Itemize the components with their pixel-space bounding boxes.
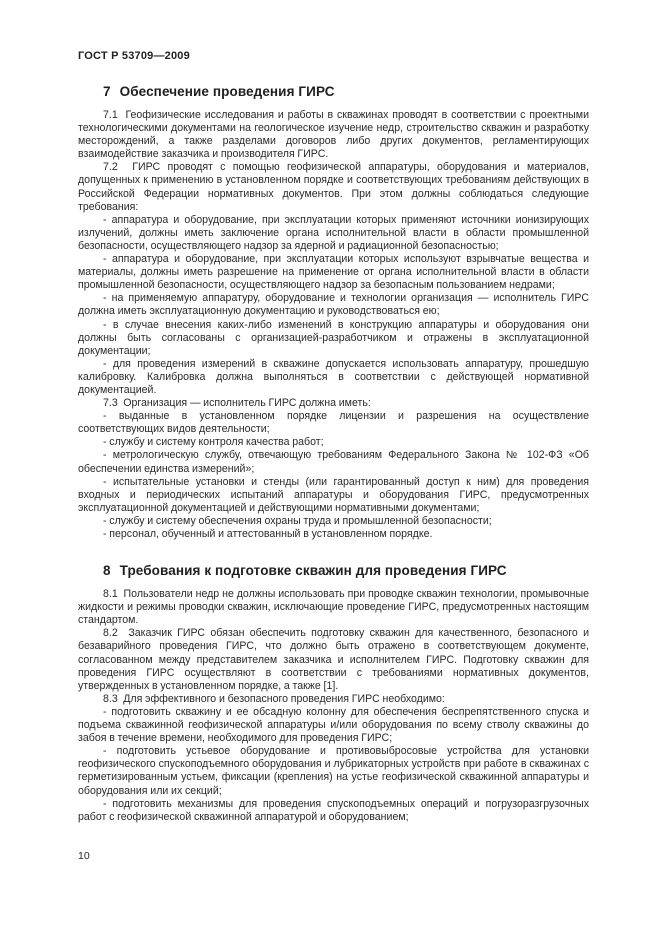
section-8-body — [78, 588, 589, 824]
list-item: - выданные в установленном порядке лицензии и разрешения на осуществление соответствующих видов деятельности; — [78, 410, 589, 436]
section-7-title: Обеспечение проведения ГИРС — [119, 84, 335, 99]
list-item: - подготовить механизмы для проведения спускоподъемных операций и погрузоразгрузочных работ с геофизической скважинной аппаратурой и оборудованием; — [78, 797, 589, 823]
list-item: - испытательные установки и стенды (или гарантированный доступ к ним) для проведения входных и периодических испытаний аппаратуры и оборудования ГИРС, предусмотренных эксплуатационной документацией и действующими нормативными документами; — [78, 475, 589, 514]
paragraph-8-1: 8.1 Пользователи недр не должны использовать при проводке скважин технологии, промывочные жидкости и режимы проводки скважин, исключающие проведение ГИРС, предусмотренных настоящим стандартом. — [78, 588, 589, 627]
list-item: - в случае внесения каких-либо изменений в конструкцию аппаратуры и оборудования они должны быть согласованы с организацией-разработчиком и отражены в эксплуатационной документации; — [78, 318, 589, 357]
section-8-number: 8 — [103, 563, 111, 579]
list-item: - для проведения измерений в скважине допускается использовать аппаратуру, прошедшую калибровку. Калибровка должна выполняться в соответствии с действующей нормативной документацией. — [78, 357, 589, 396]
paragraph-7-3: 7.3 Организация — исполнитель ГИРС должна иметь: — [103, 397, 371, 410]
list-item: - подготовить устьевое оборудование и противовыбросовые устройства для установки геофизического спускоподъемного оборудования и лубрикаторных устройств при работе в скважинах с герметизированным устьем, фиксации (крепления) на устье геофизической скважинной аппаратуры и оборудования или их секций; — [78, 745, 589, 797]
list-item: - на применяемую аппаратуру, оборудование и технологии организация — исполнитель ГИРС должна иметь эксплуатационную документацию и руководствоваться ею; — [78, 292, 589, 318]
section-7-body — [78, 109, 589, 541]
list-item: - службу и систему обеспечения охраны труда и промышленной безопасности; — [103, 514, 492, 527]
paragraph-8-2: 8.2 Заказчик ГИРС обязан обеспечить подготовку скважин для качественного, безопасного и безаварийного проведения ГИРС, что должно быть отражено в соответствующем документе, согласованном между представителем заказчика и исполнителем ГИРС. Подготовку скважин для проведения ГИРС осуществляют в соответствии с требованиями нормативных документов, утвержденных в установленном порядке, а также [1]. — [78, 627, 589, 692]
section-8-title: Требования к подготовке скважин для проведения ГИРС — [119, 563, 507, 579]
section-7 — [78, 84, 589, 541]
list-item: - службу и систему контроля качества работ; — [103, 436, 324, 449]
list-item: - аппаратура и оборудование, при эксплуатации которых применяют источники ионизирующих излучений, должны иметь заключение органа исполнительной власти в области промышленной безопасности, осуществляющего надзор за ядерной и радиационной безопасностью; — [78, 213, 589, 252]
list-item: - метрологическую службу, отвечающую требованиям Федерального Закона № 102-ФЗ «Об обеспечении единства измерений»; — [78, 449, 589, 475]
section-8-heading — [103, 563, 589, 578]
section-7-number: 7 — [103, 84, 111, 99]
page-number: 10 — [78, 850, 90, 862]
list-item: - подготовить скважину и ее обсадную колонну для обеспечения беспрепятственного спуска и подъема скважинной геофизической аппаратуры и/или оборудования по всему стволу скважины до забоя в течение времени, необходимого для проведения ГИРС; — [78, 705, 589, 745]
section-7-heading — [103, 84, 589, 99]
paragraph-7-2: 7.2 ГИРС проводят с помощью геофизической аппаратуры, оборудования и материалов, допущенных к применению в установленном порядке и соответствующих требованиям действующих в Российской Федерации нормативных документов. При этом должны соблюдаться следующие требования: — [78, 161, 589, 213]
list-item: - персонал, обученный и аттестованный в установленном порядке. — [103, 528, 433, 540]
paragraph-8-3: 8.3 Для эффективного и безопасного проведения ГИРС необходимо: — [103, 692, 445, 705]
paragraph-7-1: 7.1 Геофизические исследования и работы в скважинах проводят в соответствии с проектными технологическими документами на геологическое изучение недр, строительство скважин и разработку месторождений, а также разделами договоров либо других документов, регламентирующих взаимодействие заказчика и производителя ГИРС. — [78, 109, 589, 161]
standard-designation: ГОСТ Р 53709—2009 — [78, 50, 190, 62]
list-item: - аппаратура и оборудование, при эксплуатации которых используют взрывчатые вещества и материалы, должны иметь разрешение на применение от органа исполнительной власти в области промышленной безопасности, осуществляющего надзор за безопасным пользованием недрами; — [78, 253, 589, 292]
section-8 — [78, 563, 589, 824]
